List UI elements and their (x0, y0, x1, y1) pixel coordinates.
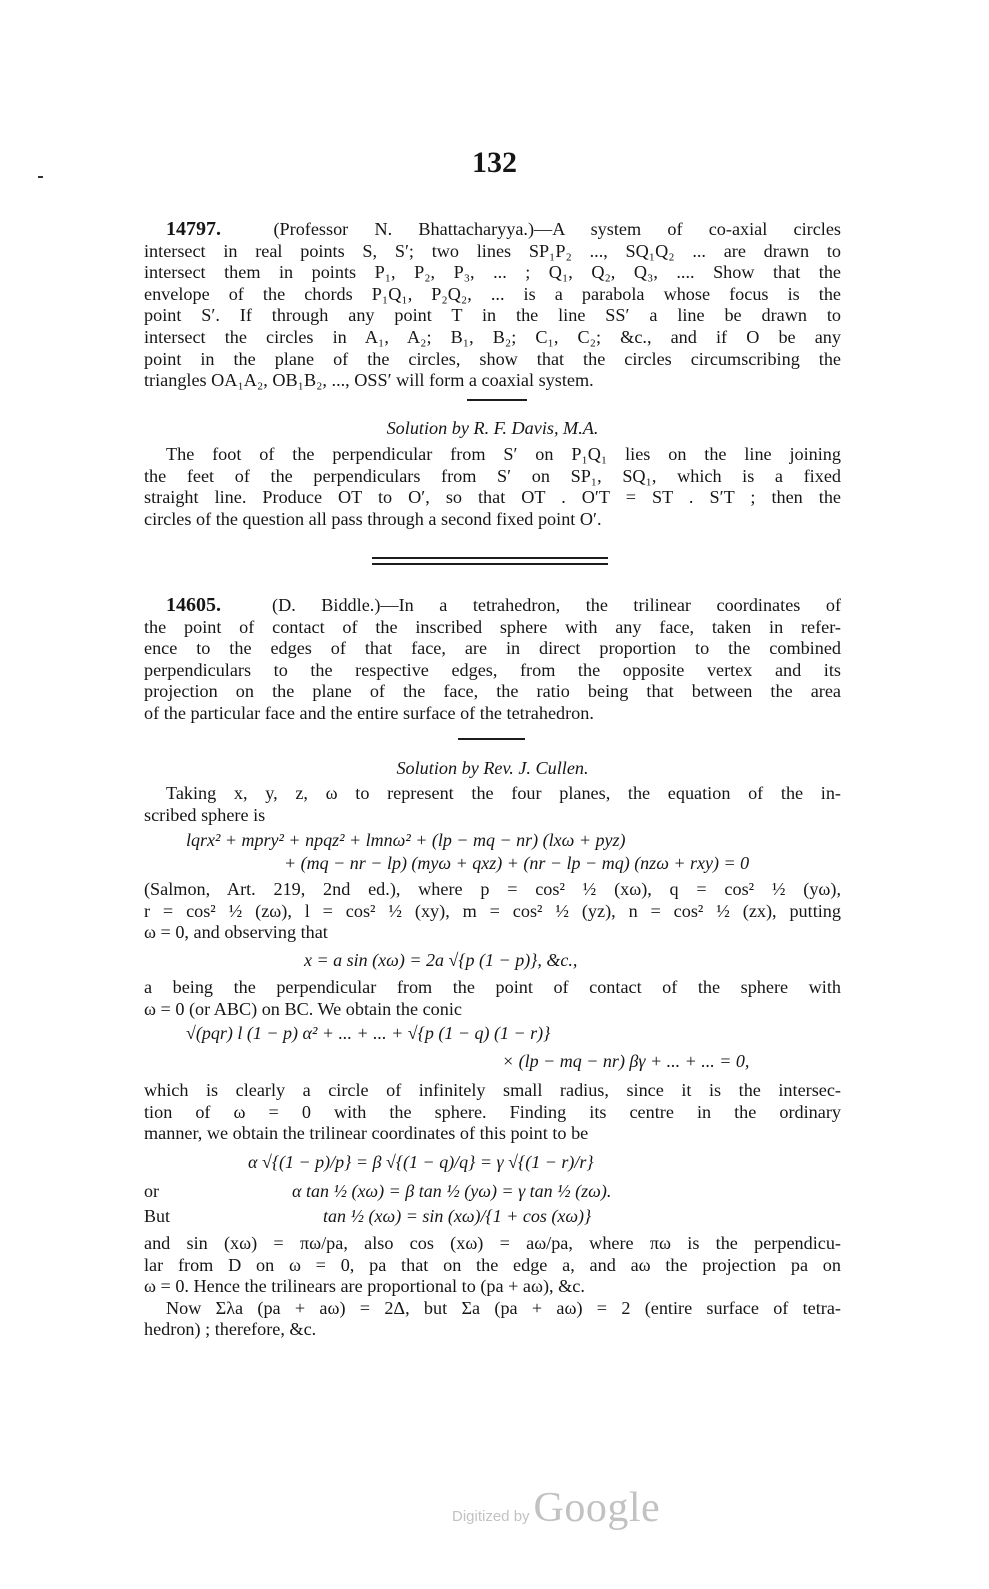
question-line: envelope of the chords P₁Q₁, P₂Q₂, ... is a parabola whose focus is the (144, 283, 841, 304)
question-line: of the particular face and the entire surface of the tetrahedron. (144, 702, 594, 723)
alpha-text (144, 977, 841, 1020)
equation-conic-line2: × (lp − mq − nr) βγ + ... + ... = 0, (502, 1051, 750, 1071)
solution-line: tion of ω = 0 with the sphere. Finding its centre in the ordinary (144, 1101, 841, 1122)
equation-tan: α tan ½ (xω) = β tan ½ (yω) = γ tan ½ (zω). (292, 1181, 612, 1201)
double-rule-bottom (372, 563, 608, 565)
solution-intro (144, 783, 841, 826)
or-label: or (144, 1181, 159, 1201)
equation-sphere-line1: lqrx² + mpry² + npqz² + lmnω² + (lp − mq − nr) (lxω + pyz) (186, 830, 626, 850)
solution-line: circles of the question all pass through a second fixed point O′. (144, 508, 602, 529)
question-14797 (144, 219, 841, 392)
question-line: the point of contact of the inscribed sphere with any face, taken in refer- (144, 616, 841, 637)
digitized-by-text: Digitized by (452, 1508, 530, 1525)
equation-sphere-line2: + (mq − nr − lp) (myω + qxz) + (nr − lp − mq) (nzω + rxy) = 0 (284, 853, 750, 873)
page-number: 132 (472, 146, 517, 179)
solution-line: manner, we obtain the trilinear coordinates of this point to be (144, 1123, 589, 1144)
solution-line: r = cos² ½ (zω), l = cos² ½ (xy), m = cos² ½ (yz), n = cos² ½ (zx), putting (144, 900, 841, 921)
question-line: perpendiculars to the respective edges, from the opposite vertex and its (144, 659, 841, 680)
question-line: intersect in real points S, S′; two lines SP₁P₂ ..., SQ₁Q₂ ... are drawn to (144, 240, 841, 261)
equation-x: x = a sin (xω) = 2a √{p (1 − p)}, &c., (304, 950, 578, 970)
solution-14797 (144, 418, 841, 440)
equation-trilinears: α √{(1 − p)/p} = β √{(1 − q)/q} = γ √{(1 − r)/r} (248, 1152, 594, 1172)
solution-line: the feet of the perpendiculars from S′ on SP₁, SQ₁, which is a fixed (144, 465, 841, 486)
but-label: But (144, 1206, 171, 1226)
solution-line: hedron) ; therefore, &c. (144, 1319, 317, 1340)
double-rule-top (372, 557, 608, 559)
solution-line: Taking x, y, z, ω to represent the four planes, the equation of the in- (166, 783, 841, 803)
salmon-text (144, 879, 841, 944)
short-rule (458, 738, 525, 740)
solution-heading: Solution by R. F. Davis, M.A. (386, 418, 599, 438)
solution-heading: Solution by Rev. J. Cullen. (396, 758, 589, 778)
solution-line: lar from D on ω = 0, pa that on the edge a, and aω the projection pa on (144, 1254, 841, 1275)
solution-14797-body (144, 444, 841, 530)
solution-line: straight line. Produce OT to O′, so that OT . O′T = ST . S′T ; then the (144, 487, 841, 508)
question-line: intersect the circles in A₁, A₂; B₁, B₂; C₁, C₂; &c., and if O be any (144, 326, 841, 347)
solution-line: Now Σλa (pa + aω) = 2Δ, but Σa (pa + aω) = 2 (entire surface of tetra- (166, 1297, 841, 1318)
solution-line: which is clearly a circle of infinitely small radius, since it is the intersec- (144, 1080, 841, 1100)
question-first-line: 14605. (D. Biddle.)—In a tetrahedron, the trilinear coordinates of (166, 595, 841, 616)
question-first-line: 14797. (Professor N. Bhattacharyya.)—A system of co-axial circles (166, 219, 841, 240)
question-number: 14797. (166, 219, 221, 240)
question-line: projection on the plane of the face, the ratio being that between the area (144, 681, 841, 702)
equation-conic-line1: √(pqr) l (1 − p) α² + ... + ... + √{p (1 − q) (1 − r)} (186, 1023, 551, 1043)
question-line: point S′. If through any point T in the line SS′ a line be drawn to (144, 305, 841, 326)
final-text (144, 1233, 841, 1341)
solution-line: scribed sphere is (144, 804, 266, 825)
question-line: point in the plane of the circles, show that the circles circumscribing the (144, 348, 841, 369)
question-number: 14605. (166, 595, 221, 616)
solution-line: The foot of the perpendicular from S′ on P₁Q₁ lies on the line joining (166, 444, 841, 464)
google-logo: Google (533, 1485, 661, 1531)
solution-line: ω = 0. Hence the trilinears are proportional to (pa + aω), &c. (144, 1276, 585, 1297)
solution-14605 (144, 758, 841, 780)
solution-line: and sin (xω) = πω/pa, also cos (xω) = aω/pa, where πω is the perpendicu- (144, 1233, 841, 1253)
equation-half-angle: tan ½ (xω) = sin (xω)/{1 + cos (xω)} (323, 1206, 592, 1226)
question-line: ence to the edges of that face, are in direct proportion to the combined (144, 638, 841, 659)
circle-text (144, 1080, 841, 1145)
solution-line: ω = 0, and observing that (144, 922, 328, 943)
solution-line: (Salmon, Art. 219, 2nd ed.), where p = cos² ½ (xω), q = cos² ½ (yω), (144, 879, 841, 899)
question-14605 (144, 595, 841, 725)
digitized-watermark (452, 1484, 660, 1532)
solution-line: ω = 0 (or ABC) on BC. We obtain the conic (144, 998, 462, 1019)
question-line: intersect them in points P₁, P₂, P₃, ... ; Q₁, Q₂, Q₃, .... Show that the (144, 262, 841, 283)
solution-line: a being the perpendicular from the point of contact of the sphere with (144, 977, 841, 997)
question-line: triangles OA₁A₂, OB₁B₂, ..., OSS′ will form a coaxial system. (144, 370, 594, 391)
short-rule (467, 399, 527, 401)
